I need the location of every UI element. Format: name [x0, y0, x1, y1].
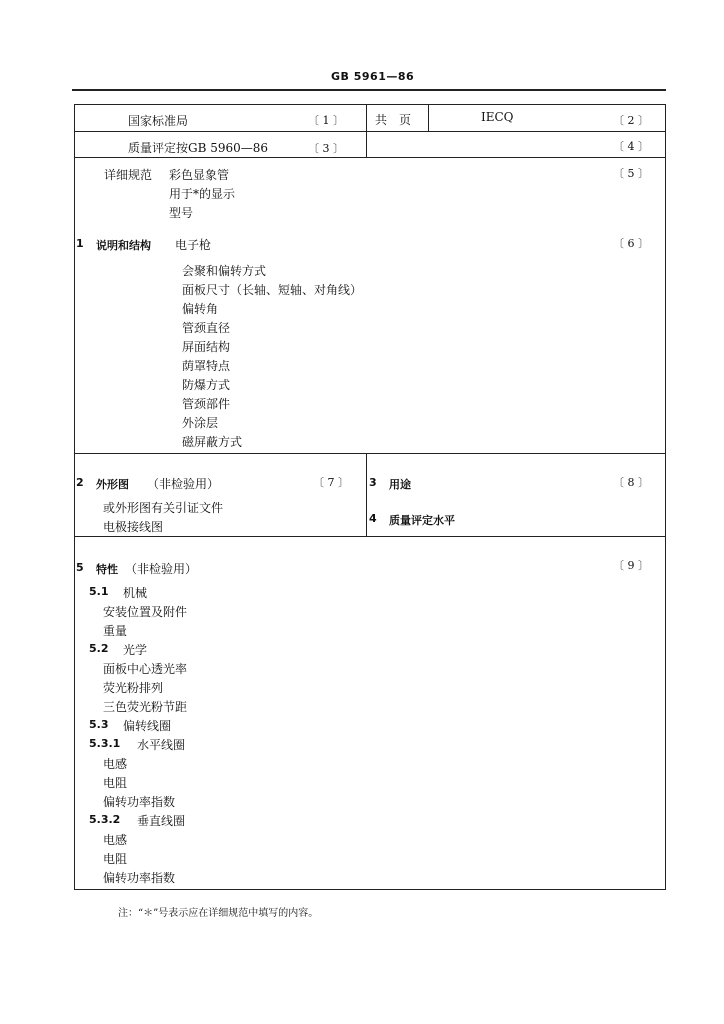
section-5-row-text: 电阻: [103, 852, 128, 866]
section-2-3-divider: [366, 453, 367, 536]
section-5-row-text: 水平线圈: [137, 738, 186, 752]
section-1-item: 防爆方式: [182, 378, 231, 392]
spec-line-2: 用于*的显示: [169, 187, 236, 201]
top-table-row-rule: [74, 131, 665, 132]
section-5-row-number: 5.3.2: [89, 813, 121, 826]
issuer-cell: 国家标准局: [128, 114, 189, 128]
section-5-row-text: 机械: [123, 586, 148, 600]
section-5-row-number: 5.2: [89, 642, 109, 655]
section-1-subtitle: 电子枪: [175, 238, 212, 252]
section-2-note: （非检验用）: [147, 477, 220, 491]
section-2-title: 外形图: [96, 478, 129, 491]
section-1-item: 偏转角: [182, 302, 219, 316]
header-rule: [72, 89, 666, 91]
quality-assessment-cell: 质量评定按GB 5960—86: [128, 141, 269, 155]
section-5-row-text: 偏转线圈: [123, 719, 172, 733]
section-2-item: 电极接线图: [103, 520, 164, 534]
section-3-number: 3: [369, 476, 377, 489]
section-5-row-text: 垂直线圈: [137, 814, 186, 828]
detail-spec-label: 详细规范: [104, 168, 153, 182]
spec-line-3: 型号: [169, 206, 194, 220]
section-5-row-number: 5.3.1: [89, 737, 121, 750]
ref-4: 〔 4 〕: [613, 140, 649, 153]
section-1-item: 面板尺寸（长轴、短轴、对角线）: [182, 283, 363, 297]
ref-9: 〔 9 〕: [613, 559, 649, 572]
ref-1: 〔 1 〕: [308, 114, 344, 127]
section-5-note: （非检验用）: [125, 562, 198, 576]
section-1-item: 管颈部件: [182, 397, 231, 411]
top-table-bottom-rule: [74, 157, 665, 158]
section-5-row-text: 面板中心透光率: [103, 662, 188, 676]
frame-right: [665, 104, 666, 890]
section-1-item: 外涂层: [182, 416, 219, 430]
section-2-item: 或外形图有关引证文件: [103, 501, 224, 515]
section-1-item: 管颈直径: [182, 321, 231, 335]
frame-top: [74, 104, 665, 105]
total-pages-cell: 共 页: [375, 113, 412, 127]
standard-number: GB 5961—86: [331, 70, 415, 83]
section-4-number: 4: [369, 512, 377, 525]
section-5-title: 特性: [96, 563, 118, 576]
section-1-title: 说明和结构: [96, 239, 151, 252]
section-5-row-number: 5.1: [89, 585, 109, 598]
ref-6: 〔 6 〕: [613, 237, 649, 250]
ref-8: 〔 8 〕: [613, 476, 649, 489]
section-5-row-text: 光学: [123, 643, 148, 657]
section-1-item: 会聚和偏转方式: [182, 264, 267, 278]
section-3-title: 用途: [389, 478, 411, 491]
section-5-row-number: 5.3: [89, 718, 109, 731]
section-5-row-text: 电感: [103, 757, 128, 771]
section-2-bottom-rule: [74, 536, 665, 537]
section-2-top-rule: [74, 453, 665, 454]
section-1-item: 磁屏蔽方式: [182, 435, 243, 449]
section-4-title: 质量评定水平: [389, 514, 455, 527]
section-5-row-text: 荧光粉排列: [103, 681, 164, 695]
section-5-row-text: 偏转功率指数: [103, 795, 176, 809]
section-5-row-text: 电感: [103, 833, 128, 847]
section-5-number: 5: [76, 561, 84, 574]
ref-3: 〔 3 〕: [308, 142, 344, 155]
section-5-row-text: 安装位置及附件: [103, 605, 188, 619]
top-table-divider-2: [428, 104, 429, 131]
ref-5: 〔 5 〕: [613, 167, 649, 180]
section-1-number: 1: [76, 237, 84, 250]
iecq-cell: IECQ: [481, 110, 514, 124]
section-5-row-text: 偏转功率指数: [103, 871, 176, 885]
section-2-number: 2: [76, 476, 84, 489]
section-5-row-text: 重量: [103, 624, 128, 638]
ref-2: 〔 2 〕: [613, 114, 649, 127]
section-5-row-text: 三色荧光粉节距: [103, 700, 188, 714]
section-5-row-text: 电阻: [103, 776, 128, 790]
frame-bottom: [74, 889, 666, 890]
footnote: 注：“＊”号表示应在详细规范中填写的内容。: [118, 908, 319, 919]
section-1-item: 荫罩特点: [182, 359, 231, 373]
section-1-item: 屏面结构: [182, 340, 231, 354]
spec-line-1: 彩色显象管: [169, 168, 230, 182]
frame-left: [74, 104, 75, 890]
ref-7: 〔 7 〕: [313, 476, 349, 489]
